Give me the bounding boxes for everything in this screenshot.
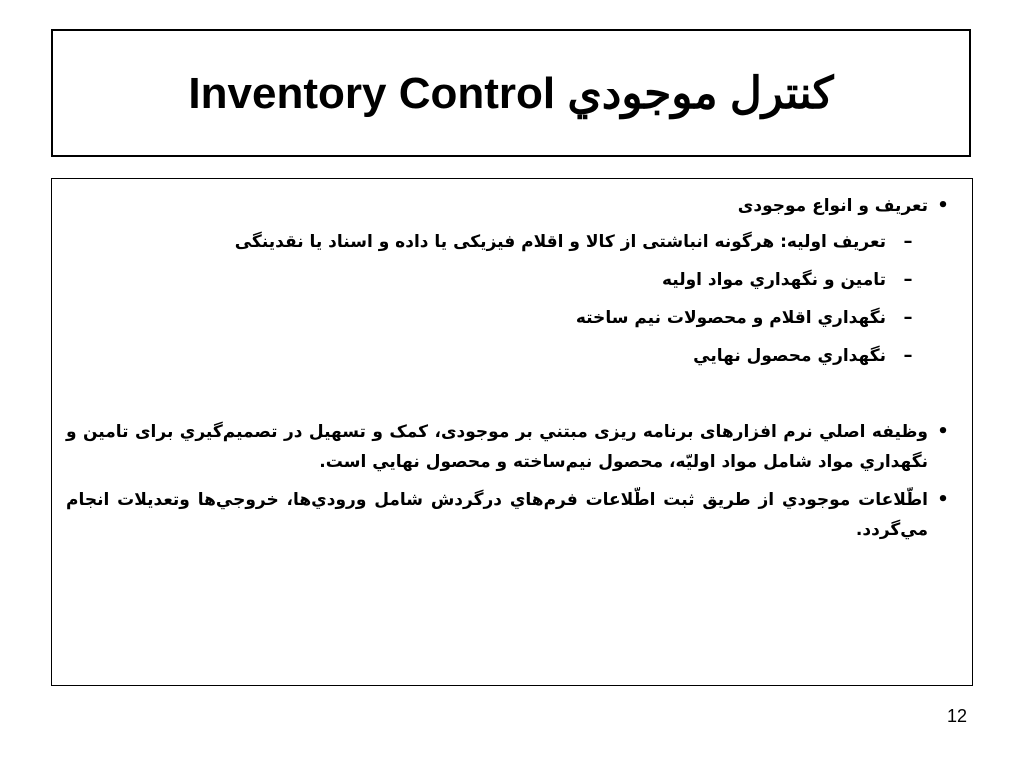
bullet-item-definition [66,191,958,371]
dash-icon: – [903,307,913,328]
bullet-icon: • [937,421,949,442]
sub-item-text: نگهداري اقلام و محصولات نيم ساخته [575,308,886,328]
bullet-icon: • [937,489,949,510]
page-number: 12 [946,706,967,726]
sub-item [66,341,930,371]
sub-item-text: تامين و نگهداري مواد اوليه [661,270,886,290]
title-box [51,29,971,157]
sub-item [66,265,930,295]
content-box [51,178,973,686]
bullet-text: تعريف و انواع موجودی [737,196,928,216]
sub-item-text: نگهداري محصول نهايي [693,346,886,366]
bullet-text: وظيفه اصلي نرم افزارهای برنامه ريزی مبتني بر موجودی، كمک و تسهيل در تصميم‌گيري برای تامين و نگهداري مواد شامل مواد اوليّه، محصول نيم‌ساخته و محصول نهايي است. [66,422,928,472]
bullet-item-information [66,485,958,545]
bullet-item-function [66,417,958,477]
sub-item [66,227,930,257]
dash-icon: – [903,231,913,252]
bullet-text: اطّلاعات موجودي از طريق ثبت اطّلاعات فرم‌هاي درگردش شامل ورودي‌ها، خروجي‌ها وتعديلات انجام مي‌گردد. [66,490,928,540]
spacer [66,379,958,417]
slide-title: Inventory Control كنترل موجودي [188,68,834,118]
bullet-icon: • [937,195,949,216]
dash-icon: – [903,345,913,366]
sub-item [66,303,930,333]
sub-list [66,227,958,371]
sub-item-text: تعريف اوليه: هرگونه انباشتی از كالا و اقلام فيزيكی يا داده و اسناد يا نقدينگی [234,232,886,252]
bullet-list [66,191,958,545]
dash-icon: – [903,269,913,290]
